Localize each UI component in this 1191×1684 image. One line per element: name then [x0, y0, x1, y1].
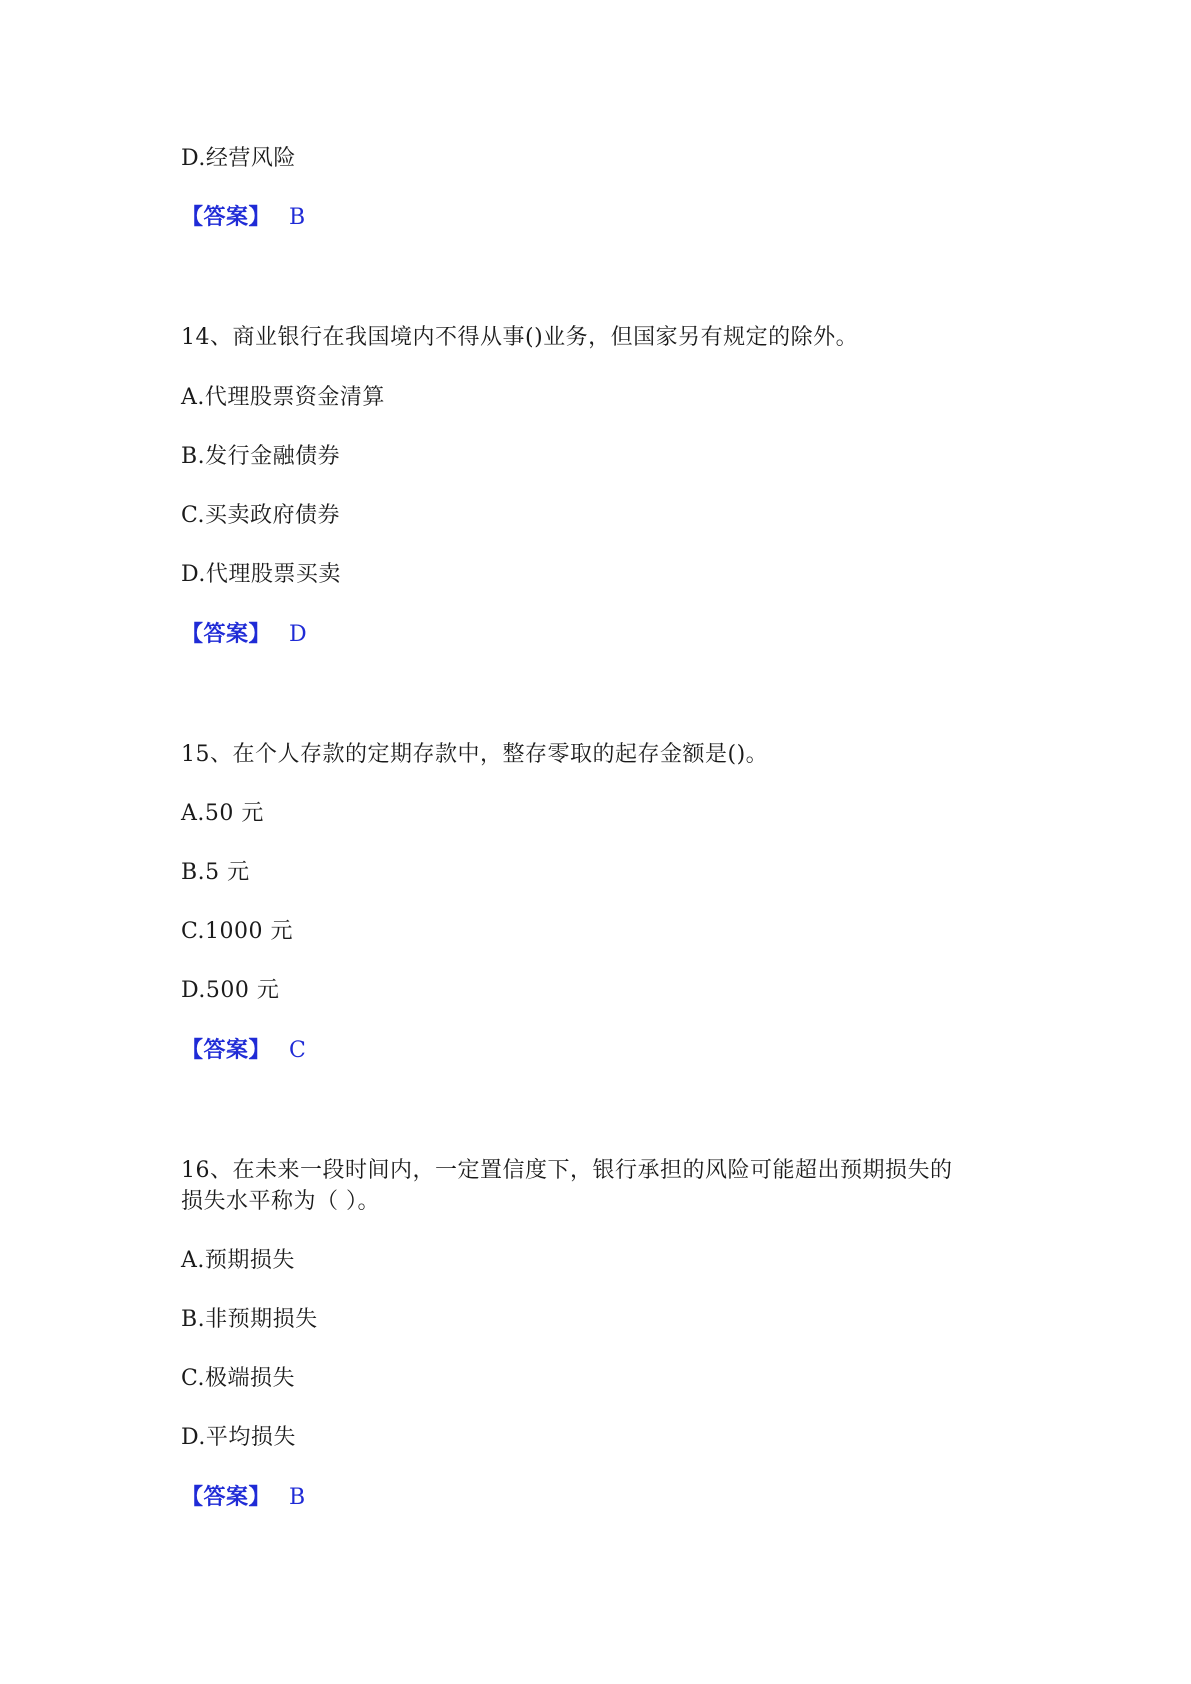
answer-label: 【答案】: [181, 1037, 272, 1063]
q16-question-line1: 16、在未来一段时间内，一定置信度下，银行承担的风险可能超出预期损失的: [181, 1158, 953, 1183]
q16-question-line2: 损失水平称为（ ）。: [181, 1189, 380, 1214]
q14-option-d: D.代理股票买卖: [181, 562, 341, 587]
q13-answer: [181, 201, 306, 234]
answer-value: C: [289, 1038, 307, 1063]
q14-answer: [181, 618, 307, 651]
answer-value: B: [289, 1485, 306, 1510]
q15-question: 15、在个人存款的定期存款中，整存零取的起存金额是()。: [181, 742, 769, 767]
q16-option-c: C.极端损失: [181, 1366, 296, 1391]
q15-option-a: A.50 元: [181, 801, 264, 826]
q13-option-d: D.经营风险: [181, 146, 296, 171]
q15-option-d: D.500 元: [181, 978, 280, 1003]
answer-label: 【答案】: [181, 621, 272, 647]
answer-value: B: [289, 205, 306, 230]
q15-option-b: B.5 元: [181, 860, 250, 885]
q16-option-a: A.预期损失: [181, 1248, 295, 1273]
q16-option-d: D.平均损失: [181, 1425, 296, 1450]
q16-answer: [181, 1481, 306, 1514]
q15-answer: [181, 1034, 306, 1067]
answer-label: 【答案】: [181, 204, 272, 230]
q14-option-a: A.代理股票资金清算: [181, 385, 385, 410]
answer-value: D: [289, 622, 308, 647]
q15-option-c: C.1000 元: [181, 919, 294, 944]
q14-question: 14、商业银行在我国境内不得从事()业务，但国家另有规定的除外。: [181, 325, 859, 350]
q14-option-c: C.买卖政府债券: [181, 503, 341, 528]
q14-option-b: B.发行金融债券: [181, 444, 341, 469]
answer-label: 【答案】: [181, 1484, 272, 1510]
q16-option-b: B.非预期损失: [181, 1307, 318, 1332]
